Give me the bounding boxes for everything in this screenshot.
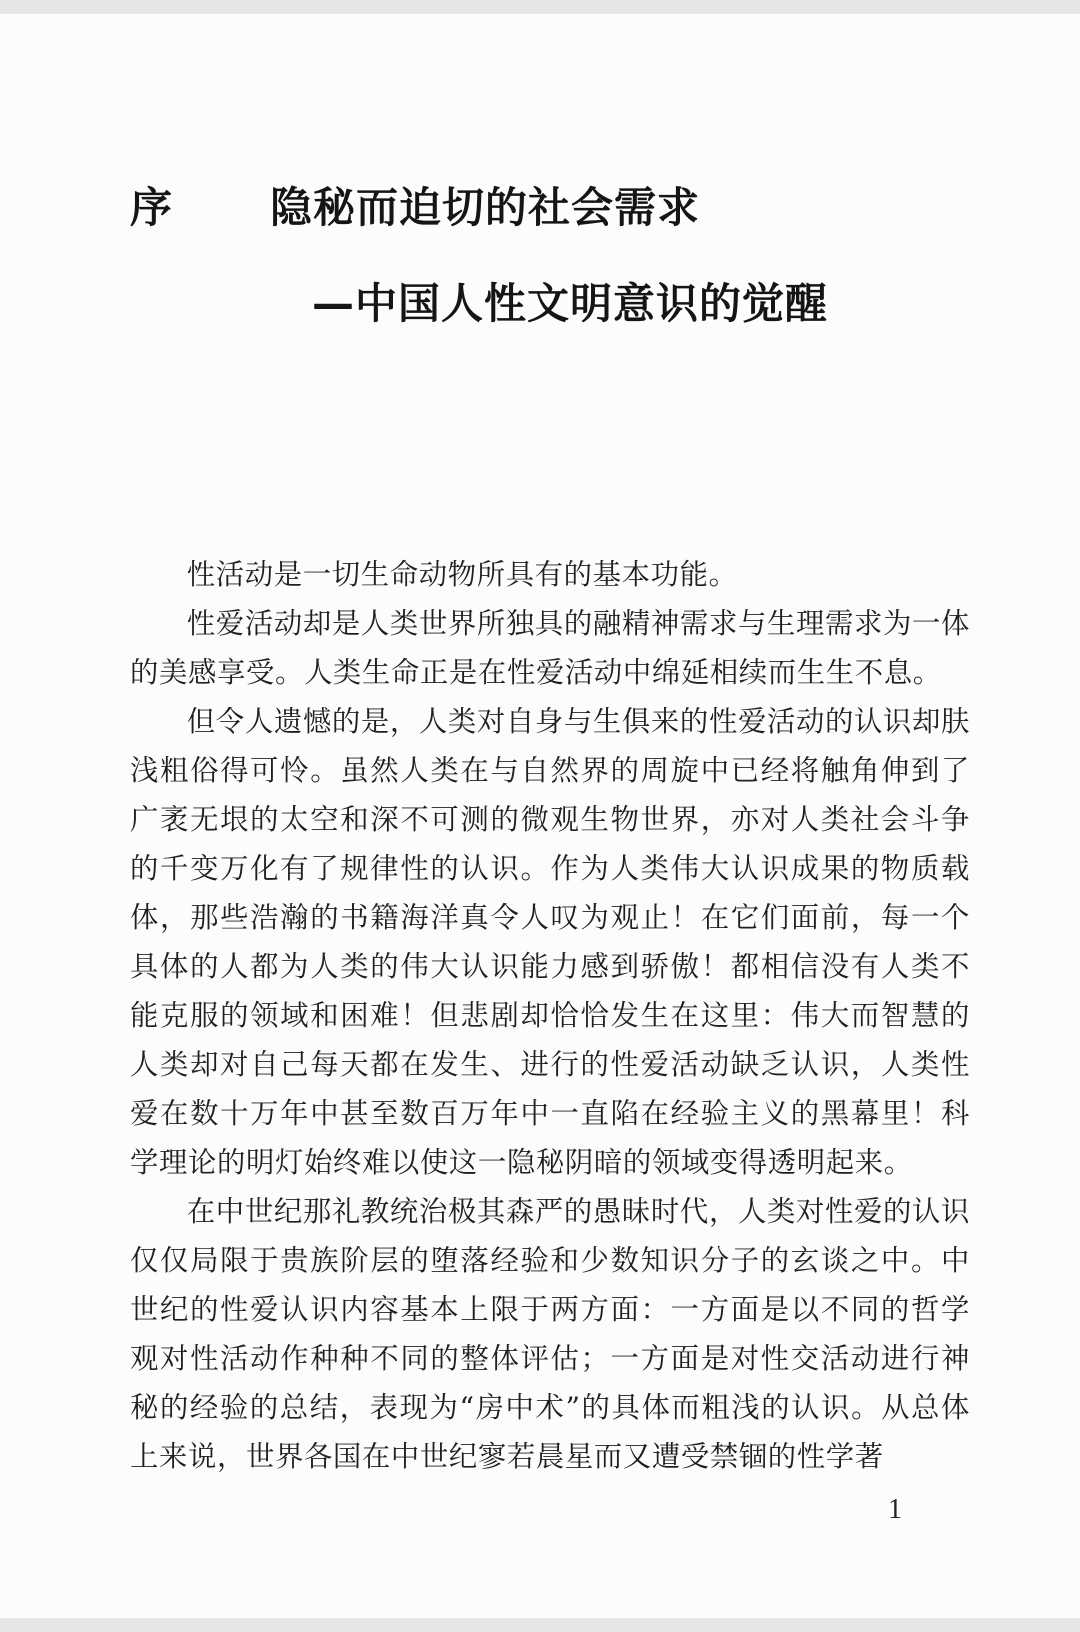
bottom-margin-strip [0,1618,1080,1632]
chapter-title: 隐秘而迫切的社会需求 [270,183,701,232]
paragraph: 性爱活动却是人类世界所独具的融精神需求与生理需求为一体的美感享受。人类生命正是在性爱活动中绵延相续而生生不息。 [130,607,970,689]
paragraph: 在中世纪那礼教统治极其森严的愚昧时代，人类对性爱的认识仅仅局限于贵族阶层的堕落经验和少数知识分子的玄谈之中。中世纪的性爱认识内容基本上限于两方面：一方面是以不同的哲学观对性活动作种种不同的整体评估；一方面是对性交活动进行神秘的经验的总结，表现为“房中术”的具体而粗浅的认识。从总体上来说，世界各国在中世纪寥若晨星而又遭受禁锢的性学著 [130,1195,970,1473]
paragraph: 但令人遗憾的是，人类对自身与生俱来的性爱活动的认识却肤浅粗俗得可怜。虽然人类在与自然界的周旋中已经将触角伸到了广袤无垠的太空和深不可测的微观生物世界，亦对人类社会斗争的千变万化有了规律性的认识。作为人类伟大认识成果的物质载体，那些浩瀚的书籍海洋真令人叹为观止！在它们面前，每一个具体的人都为人类的伟大认识能力感到骄傲！都相信没有人类不能克服的领域和困难！但悲剧却恰恰发生在这里：伟大而智慧的人类却对自己每天都在发生、进行的性爱活动缺乏认识，人类性爱在数十万年中甚至数百万年中一直陷在经验主义的黑幕里！科学理论的明灯始终难以使这一隐秘阴暗的领域变得透明起来。 [130,705,970,1179]
body-text [130,550,970,1481]
top-margin-strip [0,0,1080,14]
chapter-prefix: 序 [130,183,173,232]
chapter-subtitle: —中国人性文明意识的觉醒 [312,279,829,328]
paragraph: 性活动是一切生命动物所具有的基本功能。 [186,558,738,591]
page-number: 1 [888,1494,902,1525]
